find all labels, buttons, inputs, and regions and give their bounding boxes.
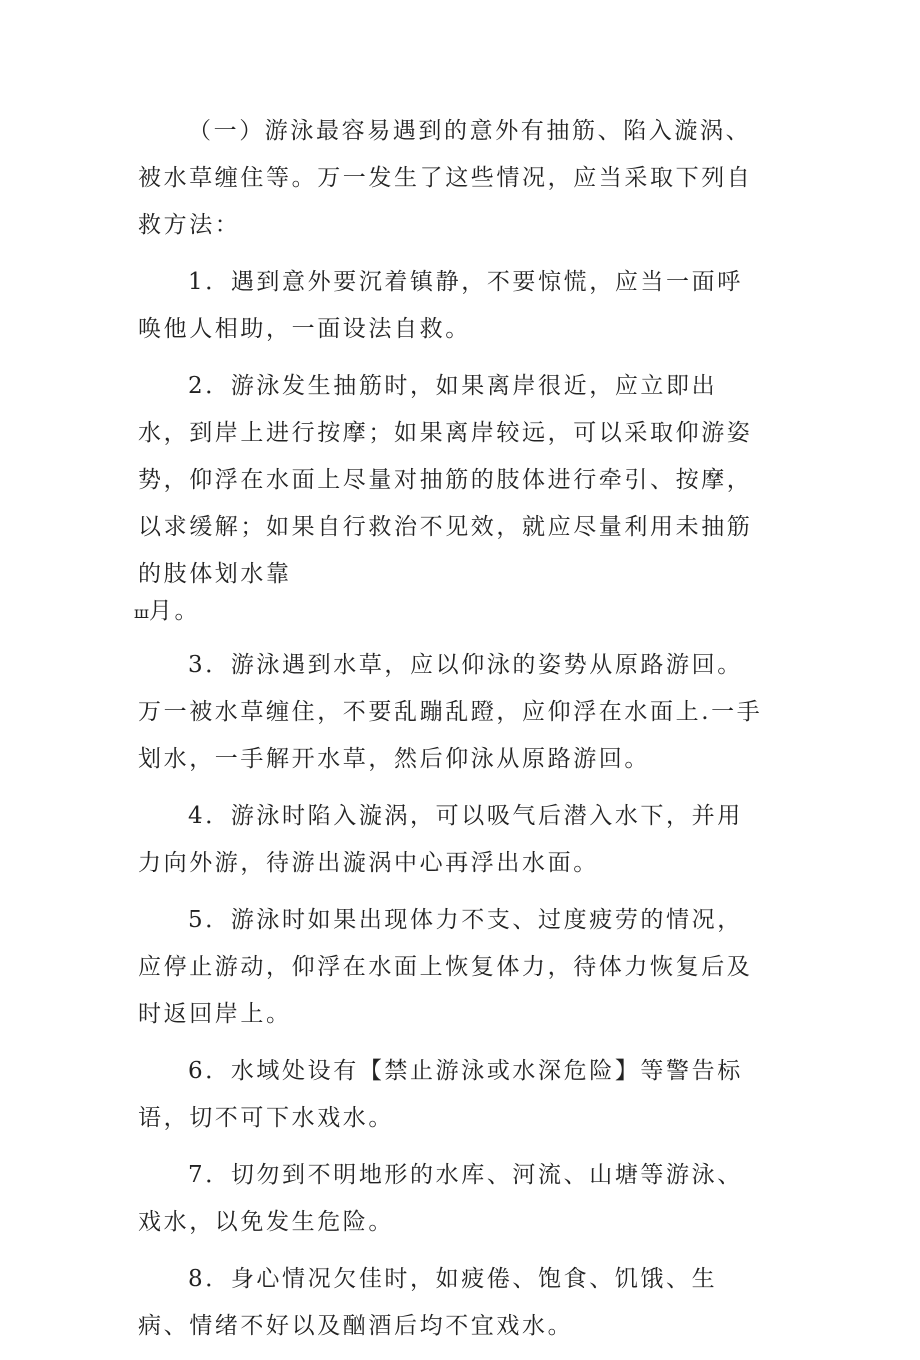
paragraph-item-2-tail	[134, 592, 768, 632]
stray-glyph: ш	[134, 603, 149, 622]
paragraph-intro: （一）游泳最容易遇到的意外有抽筋、陷入漩涡、被水草缠住等。万一发生了这些情况，应当采取下列自救方法：	[138, 118, 753, 238]
paragraph-item-3: 3．游泳遇到水草，应以仰泳的姿势从原路游回。万一被水草缠住，不要乱蹦乱蹬，应仰浮在水面上.一手划水，一手解开水草，然后仰泳从原路游回。	[138, 652, 763, 772]
paragraph-item-2: 2．游泳发生抽筋时，如果离岸很近，应立即出水，到岸上进行按摩；如果离岸较远，可以采取仰游姿势，仰浮在水面上尽量对抽筋的肢体进行牵引、按摩，以求缓解；如果自行救治不见效，就应尽量利用未抽筋的肢体划水靠	[138, 373, 753, 587]
paragraph-item-5: 5．游泳时如果出现体力不支、过度疲劳的情况，应停止游动，仰浮在水面上恢复体力，待体力恢复后及时返回岸上。	[138, 907, 753, 1027]
paragraph-item-8: 8．身心情况欠佳时，如疲倦、饱食、饥饿、生病、情绪不好以及酗酒后均不宜戏水。	[138, 1266, 718, 1339]
paragraph-item-6: 6．水域处设有【禁止游泳或水深危险】等警告标语，切不可下水戏水。	[138, 1058, 743, 1131]
paragraph-item-4: 4．游泳时陷入漩涡，可以吸气后潜入水下，并用力向外游，待游出漩涡中心再浮出水面。	[138, 803, 743, 876]
paragraph-item-7: 7．切勿到不明地形的水库、河流、山塘等游泳、戏水，以免发生危险。	[138, 1162, 743, 1235]
paragraph-item-1: 1．遇到意外要沉着镇静，不要惊慌，应当一面呼唤他人相助，一面设法自救。	[138, 269, 743, 342]
document-body	[134, 108, 768, 1360]
paragraph-item-2-tail-text: 月。	[148, 598, 201, 624]
